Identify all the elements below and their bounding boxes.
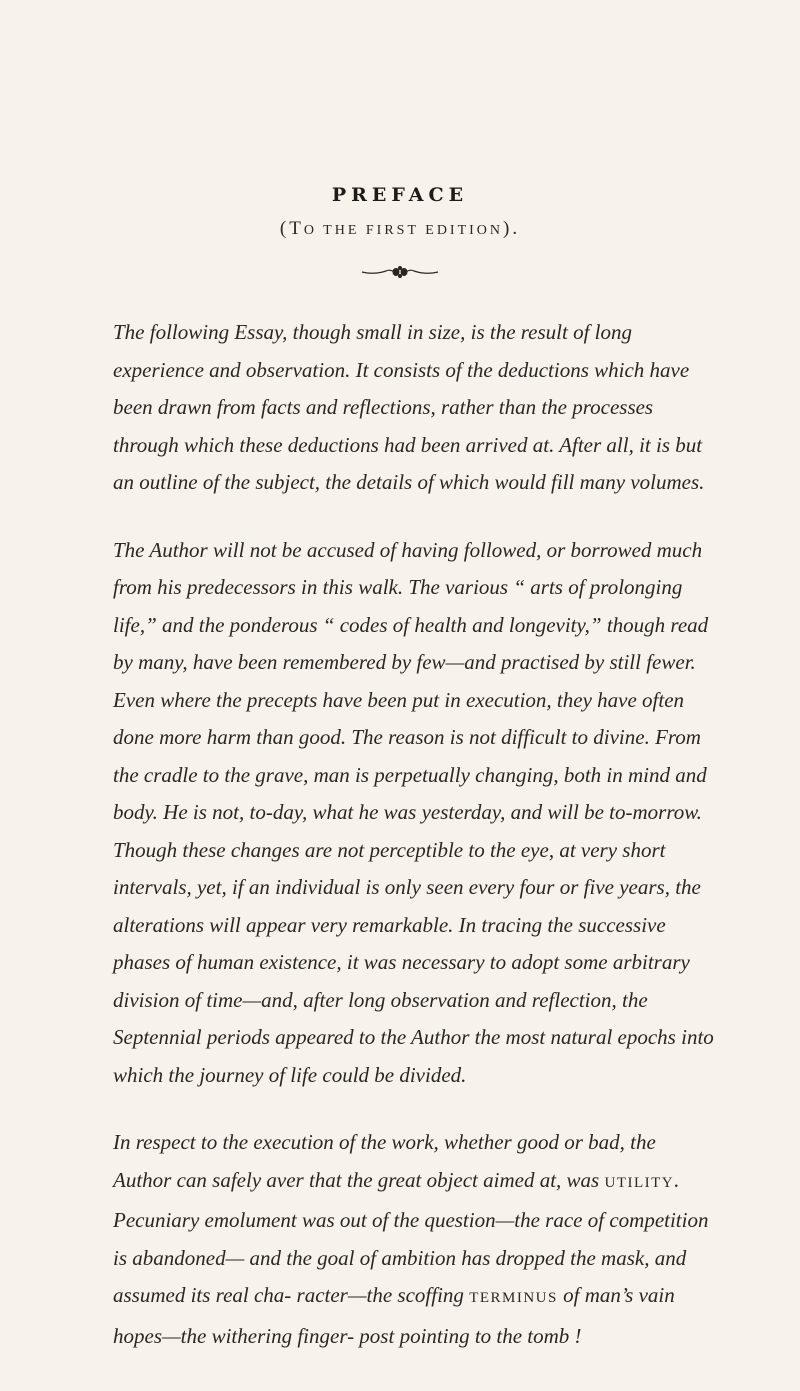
paragraph-3-part-c: of man’s vain hopes—the withering finger- post pointing to the tomb ! <box>113 1283 675 1348</box>
subtitle-rest: O THE FIRST EDITION <box>303 223 504 238</box>
paragraph-2: The Author will not be accused of having followed, or borrowed much from his predecessors in this walk. The various “ arts of prolonging life,” and the ponderous “ codes of health and longevity,” though read by many, have been remembered by few—and practised by still fewer. Even where the precepts have been put in execution, they have often done more harm than good. The reason is not difficult to divine. From the cradle to the grave, man is perpetually changing, both in mind and body. He is not, to-day, what he was yesterday, and will be to-morrow. Though these changes are not perceptible to the eye, at very short intervals, yet, if an individual is only seen every four or five years, the alterations will appear very remarkable. In tracing the successive phases of human existence, it was necessary to adopt some arbitrary division of time—and, after long observation and reflection, the Septennial periods appeared to the Author the most natural epochs into which the journey of life could be divided. <box>113 537 714 1087</box>
page-subtitle <box>0 218 800 240</box>
word-utility: UTILITY <box>604 1174 675 1191</box>
subtitle-close: ). <box>503 218 521 239</box>
subtitle-open: ( <box>279 218 290 239</box>
decorative-flourish-icon <box>360 262 440 282</box>
paragraph-1: The following Essay, though small in size, is the result of long experience and observation. It consists of the deductions which have been drawn from facts and reflections, rather than the processes through which these deductions had been arrived at. After all, it is but an outline of the subject, the details of which would fill many volumes. <box>113 320 705 494</box>
page-title: PREFACE <box>331 184 469 206</box>
subtitle-first-letter: T <box>289 218 304 239</box>
paragraph-3-part-a: In respect to the execution of the work, whether good or bad, the Author can safely aver that the great object aimed at, was <box>113 1130 656 1192</box>
word-terminus: TERMINUS <box>469 1290 558 1306</box>
paragraph-3-part-b: . Pecuniary emolument was out of the question—the race of competition is abandoned— and the goal of ambition has dropped the mask, and assumed its real cha- racter—the scoffing <box>113 1167 709 1307</box>
preface-body <box>113 314 715 1385</box>
paragraph-3 <box>113 1124 715 1355</box>
